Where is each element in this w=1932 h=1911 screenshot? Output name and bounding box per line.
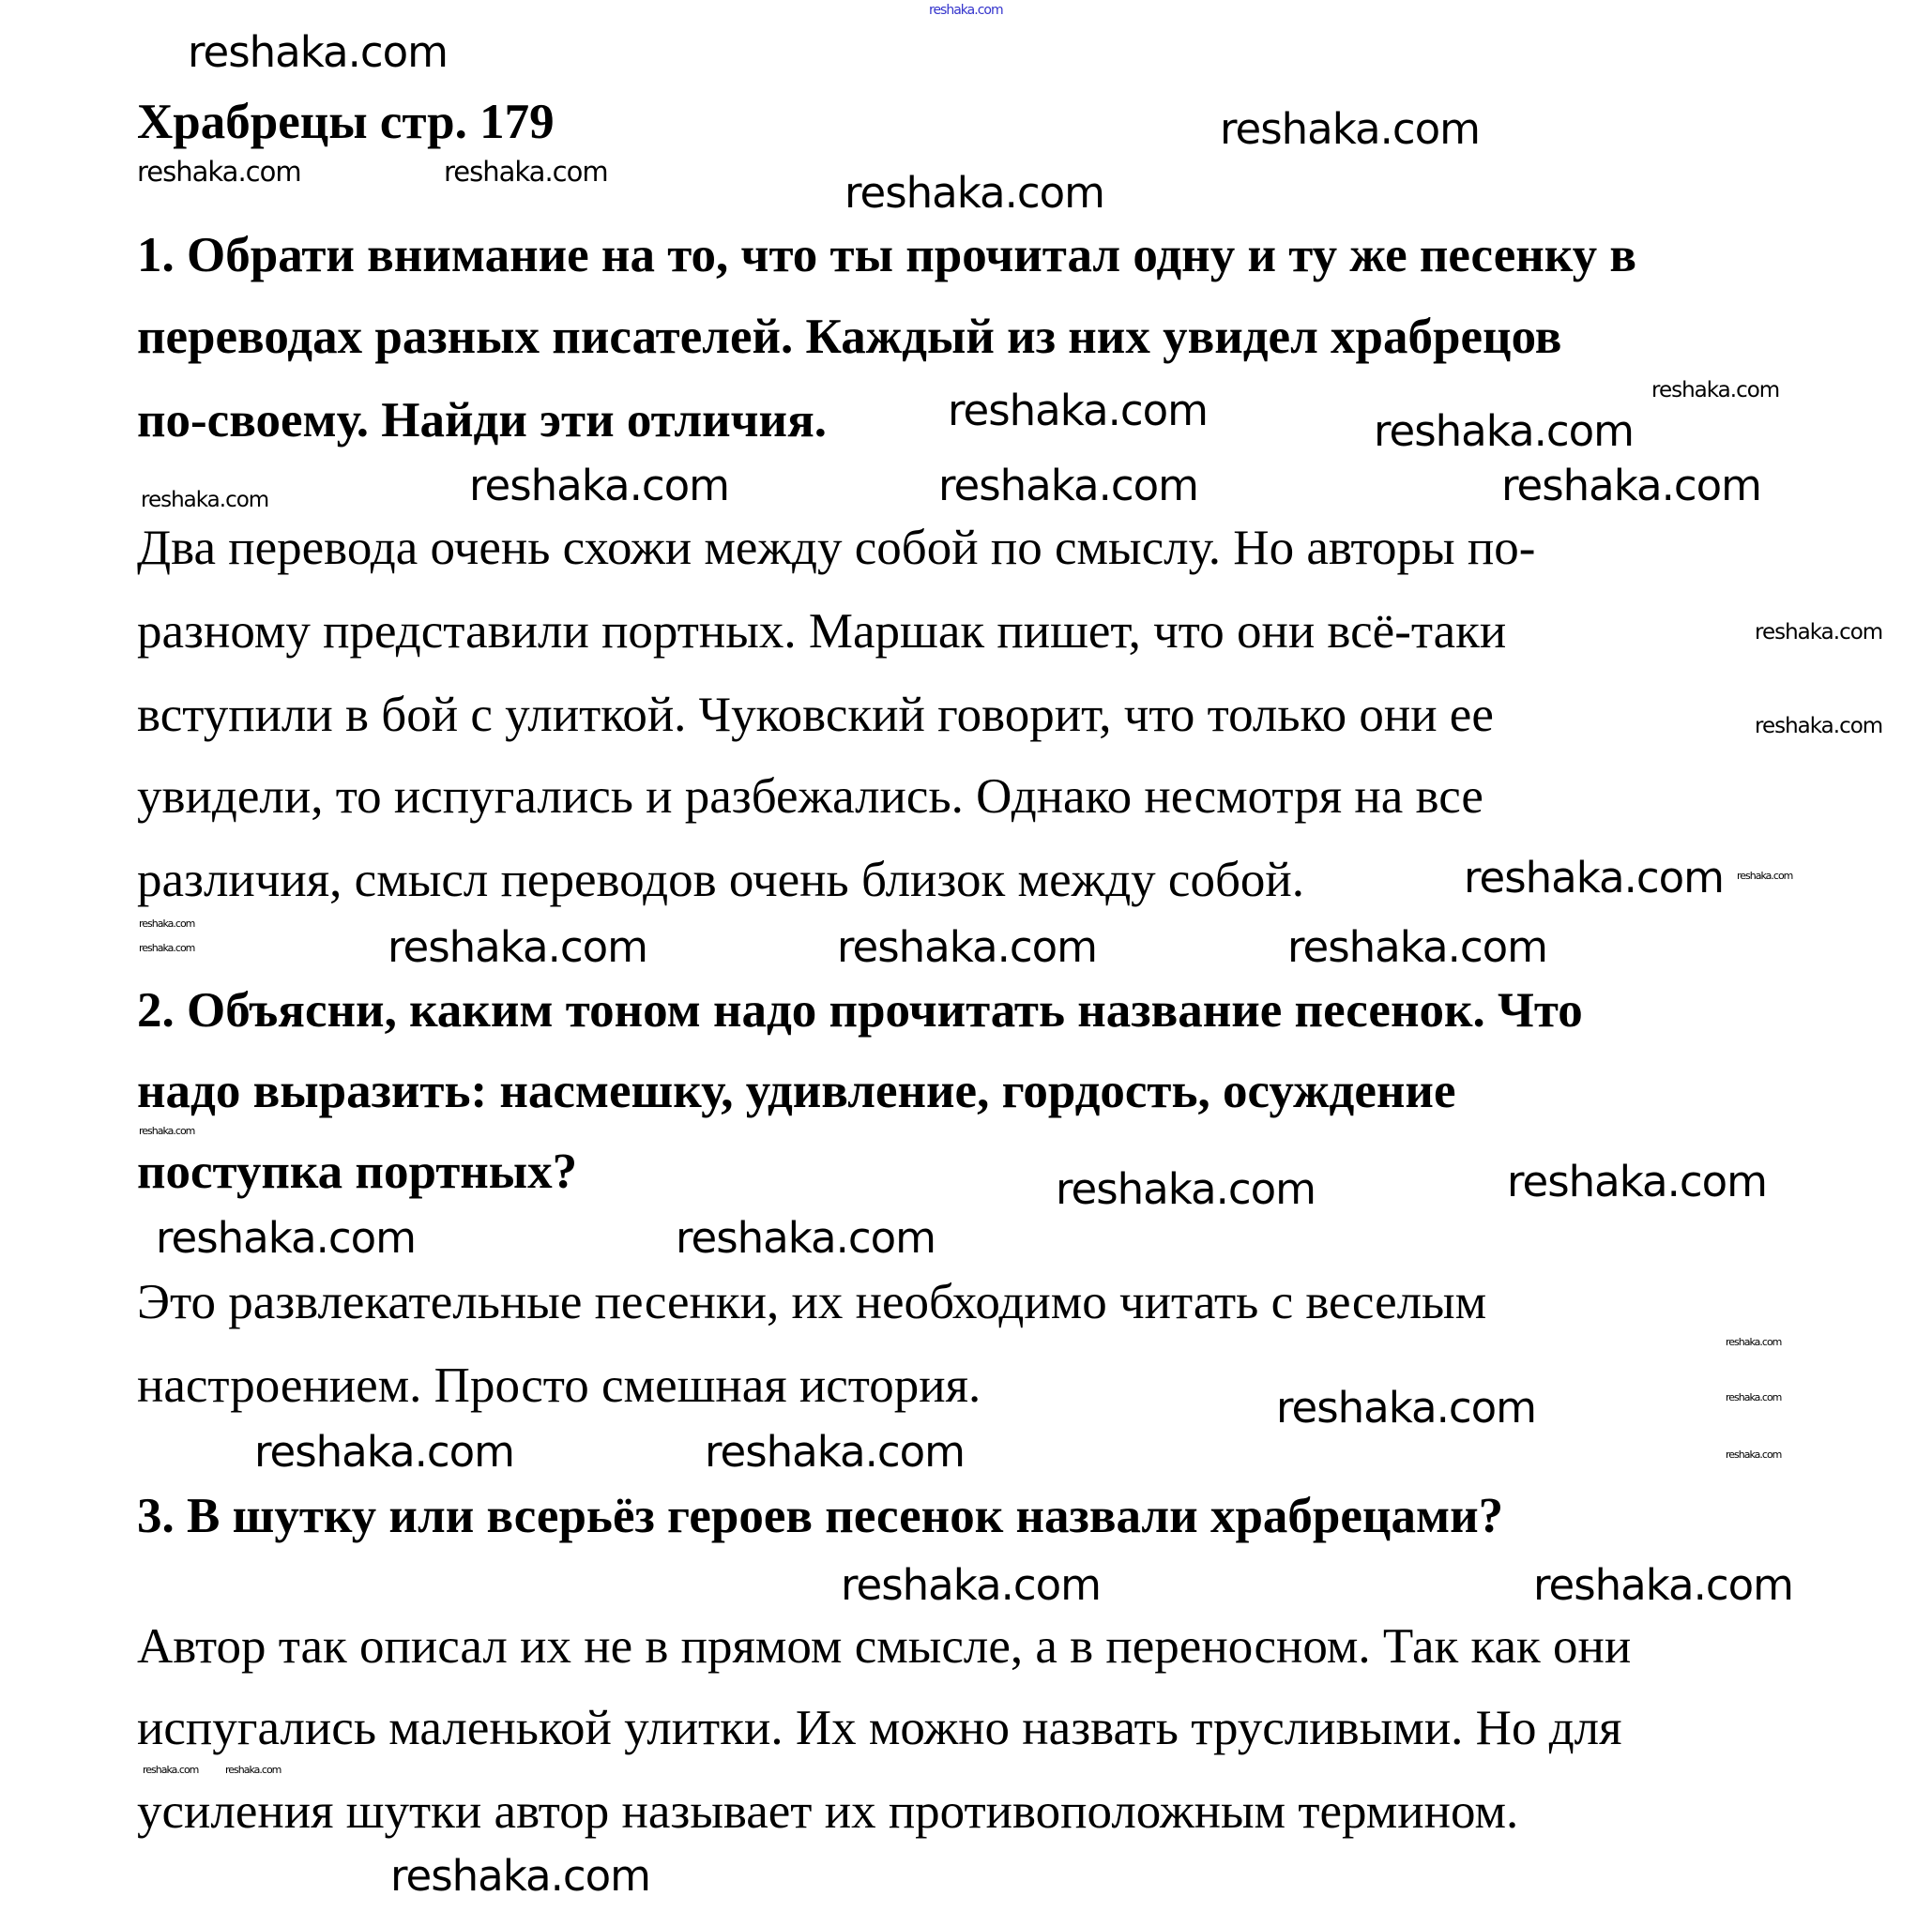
question-1-line: переводах разных писателей. Каждый из них увидел храбрецов [137, 310, 1562, 364]
top-watermark-link[interactable]: reshaka.com [929, 3, 1003, 18]
question-1-line: по-своему. Найди эти отличия. [137, 393, 828, 447]
answer-1-line: разному представили портных. Маршак пишет, что они всё-таки [137, 604, 1507, 659]
watermark: reshaka.com [1374, 406, 1634, 456]
page-title: Храбрецы стр. 179 [137, 95, 555, 149]
watermark: reshaka.com [948, 386, 1208, 435]
watermark: reshaka.com [1726, 1336, 1782, 1348]
watermark: reshaka.com [156, 1213, 416, 1263]
watermark: reshaka.com [938, 461, 1198, 510]
watermark: reshaka.com [841, 1560, 1101, 1610]
answer-3-line: усиления шутки автор называет их противоположным термином. [137, 1784, 1519, 1839]
watermark: reshaka.com [390, 1851, 650, 1901]
watermark: reshaka.com [1287, 922, 1547, 972]
watermark: reshaka.com [188, 27, 448, 77]
watermark: reshaka.com [837, 922, 1097, 972]
watermark: reshaka.com [1220, 104, 1480, 154]
answer-2-line: Это развлекательные песенки, их необходимо читать с веселым [137, 1275, 1487, 1329]
watermark: reshaka.com [1276, 1383, 1536, 1433]
answer-3-line: Автор так описал их не в прямом смысле, а в переносном. Так как они [137, 1619, 1632, 1674]
watermark: reshaka.com [444, 156, 608, 188]
watermark: reshaka.com [141, 488, 269, 512]
watermark: reshaka.com [139, 942, 195, 954]
watermark: reshaka.com [139, 918, 195, 930]
watermark: reshaka.com [1755, 620, 1883, 645]
watermark: reshaka.com [1501, 461, 1761, 510]
watermark: reshaka.com [143, 1764, 199, 1776]
watermark: reshaka.com [137, 156, 301, 188]
watermark: reshaka.com [1507, 1157, 1767, 1206]
question-2-line: 2. Объясни, каким тоном надо прочитать название песенок. Что [137, 983, 1583, 1038]
watermark: reshaka.com [1737, 870, 1793, 882]
watermark: reshaka.com [388, 922, 647, 972]
watermark: reshaka.com [1755, 714, 1883, 738]
question-2-line: поступка портных? [137, 1145, 578, 1199]
answer-1-line: Два перевода очень схожи между собой по смыслу. Но авторы по- [137, 521, 1536, 575]
watermark: reshaka.com [1726, 1391, 1782, 1403]
answer-1-line: различия, смысл переводов очень близок между собой. [137, 853, 1305, 907]
watermark: reshaka.com [1056, 1164, 1316, 1214]
watermark: reshaka.com [1533, 1560, 1793, 1610]
watermark: reshaka.com [1726, 1448, 1782, 1461]
question-1-line: 1. Обрати внимание на то, что ты прочитал одну и ту же песенку в [137, 228, 1636, 282]
question-3-line: 3. В шутку или всерьёз героев песенок назвали храбрецами? [137, 1489, 1504, 1543]
answer-1-line: увидели, то испугались и разбежались. Однако несмотря на все [137, 769, 1483, 824]
watermark: reshaka.com [1464, 853, 1724, 902]
answer-2-line: настроением. Просто смешная история. [137, 1358, 981, 1413]
watermark: reshaka.com [844, 168, 1104, 218]
watermark: reshaka.com [469, 461, 729, 510]
answer-3-line: испугались маленькой улитки. Их можно назвать трусливыми. Но для [137, 1701, 1622, 1755]
answer-1-line: вступили в бой с улиткой. Чуковский говорит, что только они ее [137, 688, 1494, 742]
watermark: reshaka.com [225, 1764, 281, 1776]
question-2-line: надо выразить: насмешку, удивление, гордость, осуждение [137, 1064, 1456, 1118]
watermark: reshaka.com [705, 1427, 965, 1477]
watermark: reshaka.com [676, 1213, 936, 1263]
watermark: reshaka.com [1651, 378, 1780, 402]
watermark: reshaka.com [254, 1427, 514, 1477]
watermark: reshaka.com [139, 1125, 195, 1137]
